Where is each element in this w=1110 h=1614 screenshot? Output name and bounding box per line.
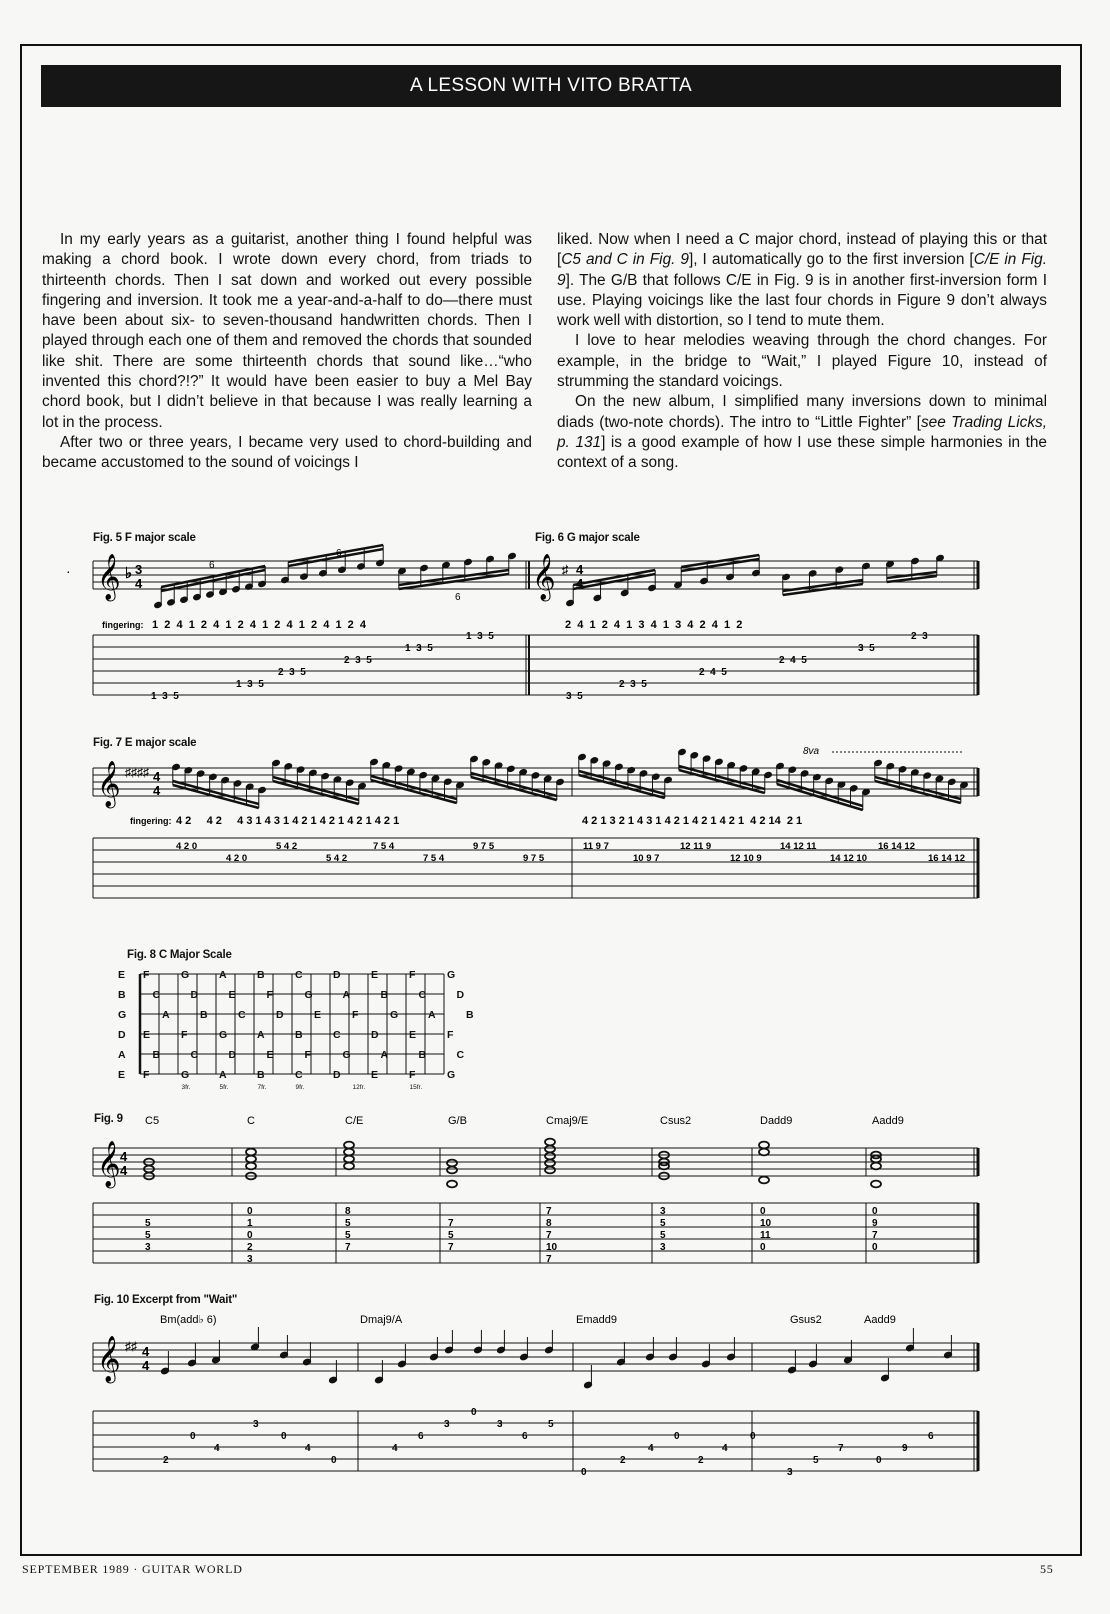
- fretboard-note: F: [409, 969, 416, 981]
- chord-symbol: G/B: [448, 1115, 467, 1127]
- fingering-label: fingering:: [102, 620, 144, 630]
- fretboard-note: B: [152, 1049, 161, 1061]
- fig9-title: Fig. 9: [94, 1113, 123, 1125]
- tab-number: 5: [660, 1218, 666, 1229]
- fig7-fingering: 4 2 4 2 4 3 1 4 3 1 4 2 1 4 2 1 4 2 1 4 2 1: [176, 815, 400, 827]
- tab-number: 3: [247, 1254, 253, 1265]
- chord-symbol: Dmaj9/A: [360, 1314, 403, 1326]
- page-number: 55: [1040, 1562, 1054, 1576]
- fretboard-note: G: [181, 969, 190, 981]
- fret-marker: 9fr.: [295, 1084, 305, 1091]
- tab-number: 2: [620, 1455, 626, 1466]
- treble-clef-icon: 𝄞: [97, 762, 121, 806]
- fretboard-note: G: [181, 1069, 190, 1081]
- svg-text:♭: ♭: [125, 565, 133, 582]
- tab-number: 5: [345, 1218, 351, 1229]
- tab-number: 0: [331, 1455, 337, 1466]
- fig8-title: Fig. 8 C Major Scale: [127, 949, 232, 961]
- fretboard-note: B: [466, 1009, 474, 1021]
- tab-number: 0: [872, 1206, 878, 1217]
- svg-text:♯: ♯: [562, 562, 569, 577]
- fretboard-note: D: [456, 989, 465, 1001]
- chord-symbol: Emadd9: [576, 1314, 617, 1326]
- fretboard-note: D: [333, 969, 341, 981]
- svg-text:4: 4: [153, 783, 161, 798]
- tab-number: 10: [760, 1218, 772, 1229]
- chord-symbol: C/E: [345, 1115, 364, 1127]
- tab-number: 4: [214, 1443, 220, 1454]
- fretboard-note: A: [380, 1049, 389, 1061]
- svg-text:5 4 2: 5 4 2: [276, 841, 298, 852]
- fretboard-note: A: [342, 989, 351, 1001]
- tab-number: 5: [660, 1230, 666, 1241]
- fretboard-note: E: [371, 969, 379, 981]
- tab-number: 0: [750, 1431, 756, 1442]
- fretboard-note: G: [447, 969, 456, 981]
- svg-text:1 3 5: 1 3 5: [405, 643, 433, 654]
- tab-number: 11: [760, 1230, 771, 1241]
- tab-number: 7: [546, 1254, 552, 1265]
- fretboard-note: C: [190, 1049, 199, 1061]
- treble-clef-icon: 𝄞: [97, 1337, 121, 1381]
- svg-text:12 11 9: 12 11 9: [680, 841, 712, 852]
- tab-number: 0: [247, 1230, 253, 1241]
- string-name: D: [118, 1029, 126, 1041]
- svg-text:6: 6: [209, 560, 215, 571]
- fretboard-note: E: [266, 1049, 274, 1061]
- fretboard-note: B: [257, 1069, 265, 1081]
- fretboard-note: A: [219, 1069, 227, 1081]
- svg-text:♯♯: ♯♯: [125, 1339, 137, 1353]
- svg-text:2 4 5: 2 4 5: [779, 655, 807, 666]
- chord-symbol: Gsus2: [790, 1314, 822, 1326]
- fretboard-note: B: [380, 989, 389, 1001]
- fretboard-note: F: [266, 989, 273, 1001]
- tab-number: 2: [247, 1242, 253, 1253]
- tab-number: 0: [760, 1206, 766, 1217]
- tab-number: 0: [190, 1431, 196, 1442]
- fretboard-note: A: [162, 1009, 170, 1021]
- svg-text:3 5: 3 5: [858, 643, 875, 654]
- footer-publication: SEPTEMBER 1989 · GUITAR WORLD: [22, 1562, 243, 1576]
- tab-number: 6: [522, 1431, 528, 1442]
- fret-marker: 7fr.: [257, 1084, 267, 1091]
- svg-text:4: 4: [576, 562, 584, 577]
- tab-number: 7: [345, 1242, 351, 1253]
- fretboard-note: E: [371, 1069, 379, 1081]
- fig6-fingering: 2 4 1 2 4 1 3 4 1 3 4 2 4 1 2: [565, 619, 743, 631]
- fretboard-note: F: [409, 1069, 416, 1081]
- tab-number: 0: [247, 1206, 253, 1217]
- tab-number: 5: [145, 1218, 151, 1229]
- fretboard-note: F: [143, 1069, 150, 1081]
- tab-number: 5: [345, 1230, 351, 1241]
- tab-number: 7: [872, 1230, 878, 1241]
- fret-marker: 12fr.: [352, 1084, 366, 1091]
- svg-text:6: 6: [336, 548, 342, 559]
- fretboard-note: F: [181, 1029, 188, 1041]
- fretboard-note: D: [276, 1009, 284, 1021]
- svg-text:2 3 5: 2 3 5: [344, 655, 372, 666]
- svg-text:2 3 5: 2 3 5: [619, 679, 647, 690]
- tab-number: 4: [392, 1443, 398, 1454]
- svg-text:·: ·: [66, 563, 71, 579]
- tab-number: 7: [838, 1443, 844, 1454]
- tab-number: 5: [813, 1455, 819, 1466]
- tab-number: 7: [546, 1206, 552, 1217]
- tab-number: 4: [648, 1443, 654, 1454]
- ottava-marking: 8va: [803, 746, 820, 757]
- svg-text:11 9 7: 11 9 7: [583, 841, 609, 852]
- chord-symbol: Bm(add♭ 6): [160, 1314, 217, 1326]
- fretboard-note: F: [304, 1049, 311, 1061]
- string-name: E: [118, 969, 126, 981]
- fretboard-note: C: [295, 969, 303, 981]
- fretboard-note: C: [333, 1029, 341, 1041]
- svg-text:4: 4: [135, 576, 143, 591]
- tab-number: 7: [448, 1218, 454, 1229]
- chord-symbol: Aadd9: [864, 1314, 896, 1326]
- section-title: A LESSON WITH VITO BRATTA: [410, 75, 692, 96]
- fretboard-note: D: [333, 1069, 341, 1081]
- svg-text:4: 4: [153, 769, 161, 784]
- fretboard-note: C: [295, 1069, 303, 1081]
- fretboard-note: C: [418, 989, 427, 1001]
- svg-text:4: 4: [120, 1163, 128, 1178]
- tab-number: 3: [253, 1419, 259, 1430]
- tab-number: 3: [444, 1419, 450, 1430]
- tab-number: 7: [448, 1242, 454, 1253]
- string-name: A: [118, 1049, 126, 1061]
- svg-text:1 3 5: 1 3 5: [151, 691, 179, 702]
- svg-text:2 4 5: 2 4 5: [699, 667, 727, 678]
- fretboard-note: F: [143, 969, 150, 981]
- svg-text:4 2 0: 4 2 0: [176, 841, 198, 852]
- tab-number: 10: [546, 1242, 558, 1253]
- svg-text:2 3 5: 2 3 5: [278, 667, 306, 678]
- fretboard-note: A: [428, 1009, 436, 1021]
- tab-number: 4: [722, 1443, 728, 1454]
- fret-marker: 5fr.: [219, 1084, 229, 1091]
- fretboard-note: D: [190, 989, 199, 1001]
- treble-clef-icon: 𝄞: [532, 555, 556, 599]
- svg-text:♯♯♯♯: ♯♯♯♯: [125, 765, 149, 779]
- treble-clef-icon: 𝄞: [97, 555, 121, 599]
- paragraph: In my early years as a guitarist, another thing I found helpful was making a chord book. I wrote down every chord, from triads to thirteenth chords. Then I sat down and worked out every possible fingering and inversion. It took me a year-and-a-half to do—there must have been about six- to seven-thousand handwritten chords. Then I played through each one of them and removed the chords that sounded like shit. There are some thirteenth chords that sound like…“who invented this chord?!?” It would have been easier to buy a Mel Bay chord book, but I didn’t believe in that because I was really learning a lot in the process.: [42, 231, 532, 431]
- svg-text:10 9 7: 10 9 7: [633, 853, 660, 864]
- svg-text:1 3 5: 1 3 5: [236, 679, 264, 690]
- string-name: B: [118, 989, 126, 1001]
- fretboard-note: G: [447, 1069, 456, 1081]
- tab-number: 0: [581, 1467, 587, 1478]
- svg-text:4 2 0: 4 2 0: [226, 853, 248, 864]
- fretboard-note: A: [219, 969, 227, 981]
- fretboard-note: G: [304, 989, 313, 1001]
- fret-marker: 15fr.: [409, 1084, 423, 1091]
- fig5-fingering: 1 2 4 1 2 4 1 2 4 1 2 4 1 2 4 1 2 4: [152, 619, 367, 631]
- svg-text:3 5: 3 5: [566, 691, 583, 702]
- paragraph: After two or three years, I became very used to chord-building and became accustomed to the sound of voicings I: [42, 433, 532, 472]
- tab-number: 7: [546, 1230, 552, 1241]
- chord-symbol: Cmaj9/E: [546, 1115, 589, 1127]
- tab-number: 5: [548, 1419, 554, 1430]
- fretboard-note: G: [390, 1009, 399, 1021]
- svg-text:4: 4: [142, 1358, 150, 1373]
- chord-symbol: Dadd9: [760, 1115, 793, 1127]
- tab-number: 4: [305, 1443, 311, 1454]
- fig10-title: Fig. 10 Excerpt from "Wait": [94, 1294, 238, 1306]
- fretboard-note: G: [342, 1049, 351, 1061]
- chord-symbol: Aadd9: [872, 1115, 904, 1127]
- svg-text:3: 3: [135, 562, 143, 577]
- fretboard-note: B: [257, 969, 265, 981]
- tab-number: 6: [418, 1431, 424, 1442]
- fretboard-note: B: [295, 1029, 303, 1041]
- fretboard-note: E: [228, 989, 236, 1001]
- svg-text:7 5 4: 7 5 4: [423, 853, 445, 864]
- fretboard-note: C: [456, 1049, 465, 1061]
- svg-text:16 14 12: 16 14 12: [878, 841, 915, 852]
- fig6-title: Fig. 6 G major scale: [535, 532, 640, 544]
- fretboard-note: D: [228, 1049, 237, 1061]
- tab-number: 3: [787, 1467, 793, 1478]
- chord-symbol: Csus2: [660, 1115, 692, 1127]
- svg-text:14 12 11: 14 12 11: [780, 841, 817, 852]
- tab-number: 3: [497, 1419, 503, 1430]
- tab-number: 0: [281, 1431, 287, 1442]
- fretboard-note: B: [200, 1009, 208, 1021]
- chord-symbol: C: [247, 1115, 255, 1127]
- tab-number: 1: [247, 1218, 253, 1229]
- svg-text:12 10 9: 12 10 9: [730, 853, 762, 864]
- fretboard-note: D: [371, 1029, 379, 1041]
- fretboard-note: F: [447, 1029, 454, 1041]
- svg-text:4: 4: [120, 1149, 128, 1164]
- fretboard-note: C: [152, 989, 161, 1001]
- treble-clef-icon: 𝄞: [97, 1142, 121, 1186]
- fig5-title: Fig. 5 F major scale: [93, 532, 196, 544]
- tab-number: 5: [448, 1230, 454, 1241]
- string-name: G: [118, 1009, 127, 1021]
- fretboard-note: E: [314, 1009, 322, 1021]
- paragraph: On the new album, I simplified many inversions down to minimal diads (two-note chords). The intro to “Little Fighter” [see Trading Licks, p. 131] is a good example of how I use these simple harmonies in the context of a song.: [557, 393, 1047, 472]
- tab-number: 9: [902, 1443, 908, 1454]
- tab-number: 3: [660, 1206, 666, 1217]
- tab-number: 8: [345, 1206, 351, 1217]
- svg-text:9 7 5: 9 7 5: [523, 853, 545, 864]
- tab-number: 2: [698, 1455, 704, 1466]
- tab-number: 3: [660, 1242, 666, 1253]
- tab-number: 2: [163, 1455, 169, 1466]
- tab-number: 8: [546, 1218, 552, 1229]
- svg-text:7 5 4: 7 5 4: [373, 841, 395, 852]
- paragraph: I love to hear melodies weaving through the chord changes. For example, in the bridge to “Wait,” I played Figure 10, instead of strumming the standard voicings.: [557, 332, 1047, 391]
- svg-text:9 7 5: 9 7 5: [473, 841, 495, 852]
- svg-text:2 3: 2 3: [911, 631, 928, 642]
- fig7-title: Fig. 7 E major scale: [93, 737, 197, 749]
- svg-text:1 3 5: 1 3 5: [466, 631, 494, 642]
- fretboard-note: G: [219, 1029, 228, 1041]
- svg-text:fingering:: fingering:: [130, 816, 172, 826]
- fretboard-note: C: [238, 1009, 246, 1021]
- fretboard-note: F: [352, 1009, 359, 1021]
- paragraph: liked. Now when I need a C major chord, instead of playing this or that [C5 and C in Fig. 9], I automatically go to the first inversion [C/E in Fig. 9]. The G/B that follows C/E in Fig. 9 is in another first-inversion form I use. Playing voicings like the last four chords in Figure 9 don’t always work well with distortion, so I tend to mute them.: [557, 231, 1048, 330]
- tab-number: 0: [872, 1242, 878, 1253]
- tab-number: 5: [145, 1230, 151, 1241]
- tab-number: 0: [760, 1242, 766, 1253]
- fret-marker: 3fr.: [181, 1084, 191, 1091]
- fretboard-note: E: [143, 1029, 151, 1041]
- chord-symbol: C5: [145, 1115, 160, 1127]
- tab-number: 6: [928, 1431, 934, 1442]
- tab-number: 0: [471, 1407, 477, 1418]
- svg-text:6: 6: [455, 592, 461, 603]
- fretboard-note: E: [409, 1029, 417, 1041]
- tab-number: 0: [674, 1431, 680, 1442]
- tab-number: 0: [876, 1455, 882, 1466]
- fig7-fingering: 4 2 1 3 2 1 4 3 1 4 2 1 4 2 1 4 2 1 4 2 14 2 1: [582, 815, 803, 827]
- tab-number: 3: [145, 1242, 151, 1253]
- string-name: E: [118, 1069, 126, 1081]
- tab-number: 9: [872, 1218, 878, 1229]
- svg-text:16 14 12: 16 14 12: [928, 853, 965, 864]
- fretboard-note: A: [257, 1029, 265, 1041]
- svg-text:5 4 2: 5 4 2: [326, 853, 348, 864]
- fretboard-note: B: [418, 1049, 427, 1061]
- svg-text:14 12 10: 14 12 10: [830, 853, 867, 864]
- svg-text:4: 4: [142, 1344, 150, 1359]
